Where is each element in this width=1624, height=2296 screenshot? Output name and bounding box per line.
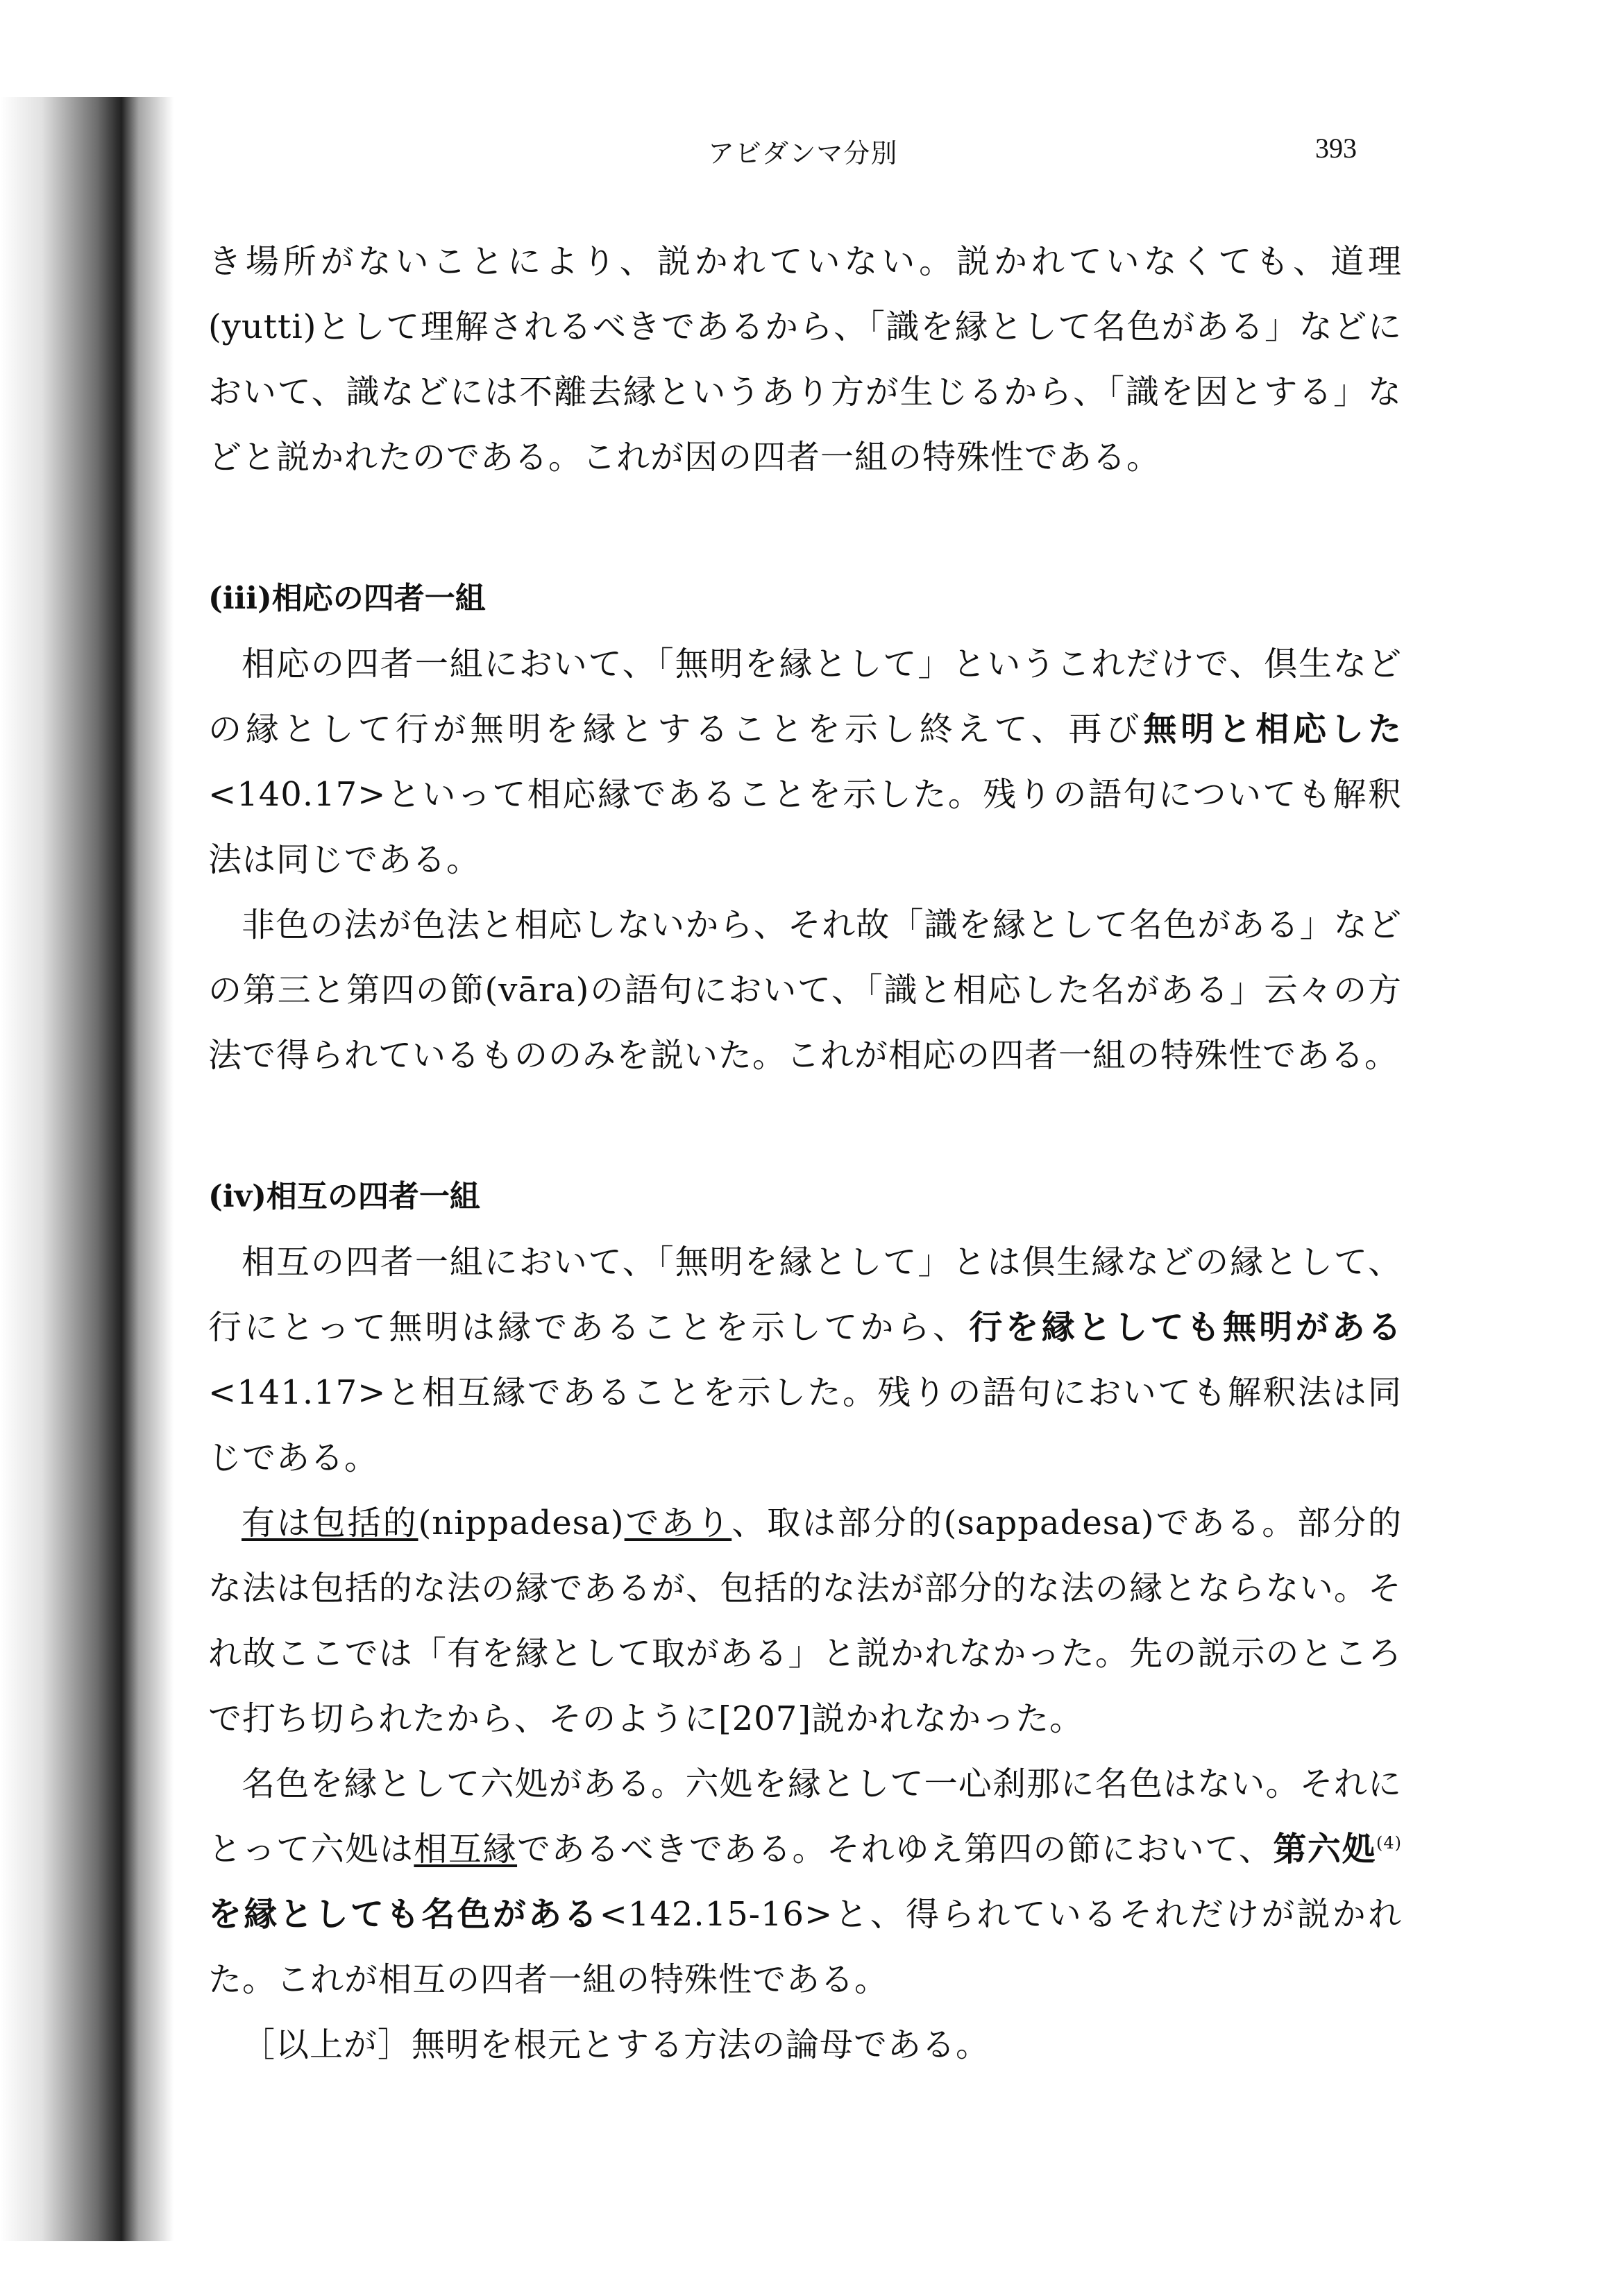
text-run: (nippadesa) [418,1504,625,1542]
bold-phrase: 無明と相応した [1143,710,1402,749]
paragraph-cause-conclusion: き場所がないことにより、説かれていない。説かれていなくても、道理(yutti)として理解されるべきであるから、「識を縁として名色がある」などにおいて、識などには不離去縁というあり方が生じるから、「識を因とする」などと説かれたのである。これが因の四者一組の特殊性である。 [208,242,1402,477]
paragraph-mutuality-1 [208,1230,1402,1490]
page-body [208,229,1402,2077]
section-heading-mutuality: (iv)相互の四者一組 [208,1179,480,1214]
text-run: 相応の四者一組において、「無明を縁として」というこれだけで、倶生などの縁として行が無明を縁とすることを示し終えて、再び [208,645,1402,749]
underlined-phrase: であり [624,1504,732,1542]
paragraph-mutuality-3 [208,1751,1402,2012]
page-number: 393 [1315,133,1357,164]
text-run: 相互の四者一組において、「無明を縁として」とは倶生縁などの縁として、行にとって無明は縁であることを示してから、 [208,1243,1402,1347]
section-heading-association: (iii)相応の四者一組 [208,581,486,616]
scan-binding-shadow [0,97,174,2241]
paragraph-mutuality-2 [208,1490,1402,1751]
bold-phrase: 第六処 [1273,1830,1376,1869]
running-head: アビダンマ分別 [708,138,898,169]
text-run: 名色を縁として六処がある。六処を縁として一心刹那に名色はない。それにとって六処は [208,1764,1402,1869]
paragraph-association-1 [208,631,1402,892]
text-run: であるべきである。それゆえ第四の節において、 [517,1830,1274,1869]
text-run: <141.17>と相互縁であることを示した。残りの語句においても解釈法は同じである。 [208,1373,1402,1477]
text-run: <140.17>といって相応縁であることを示した。残りの語句についても解釈法は同じである。 [208,775,1402,879]
underlined-phrase: 有は包括的 [242,1504,418,1542]
text-run: 、取は部分的(sappadesa)である。部分的な法は包括的な法の縁であるが、包括的な法が部分的な法の縁とならない。それ故ここでは「有を縁として取がある」と説かれなかった。先の説示のところで打ち切られたから、そのように[207]説かれなかった。 [208,1504,1402,1738]
footnote-marker: (4) [1376,1833,1402,1853]
underlined-phrase: 相互縁 [414,1830,518,1869]
text-run: <142.15-16>と、得られているそれだけが説かれた。これが相互の四者一組の特殊性である。 [208,1895,1402,1999]
paragraph-summary: ［以上が］無明を根元とする方法の論母である。 [242,2025,990,2064]
paragraph-association-2: 非色の法が色法と相応しないから、それ故「識を縁として名色がある」などの第三と第四の節(vāra)の語句において、「識と相応した名がある」云々の方法で得られているもののみを説いた。これが相応の四者一組の特殊性である。 [208,905,1402,1075]
bold-phrase: 行を縁としても無明がある [969,1308,1402,1347]
bold-phrase: を縁としても名色がある [208,1895,600,1934]
